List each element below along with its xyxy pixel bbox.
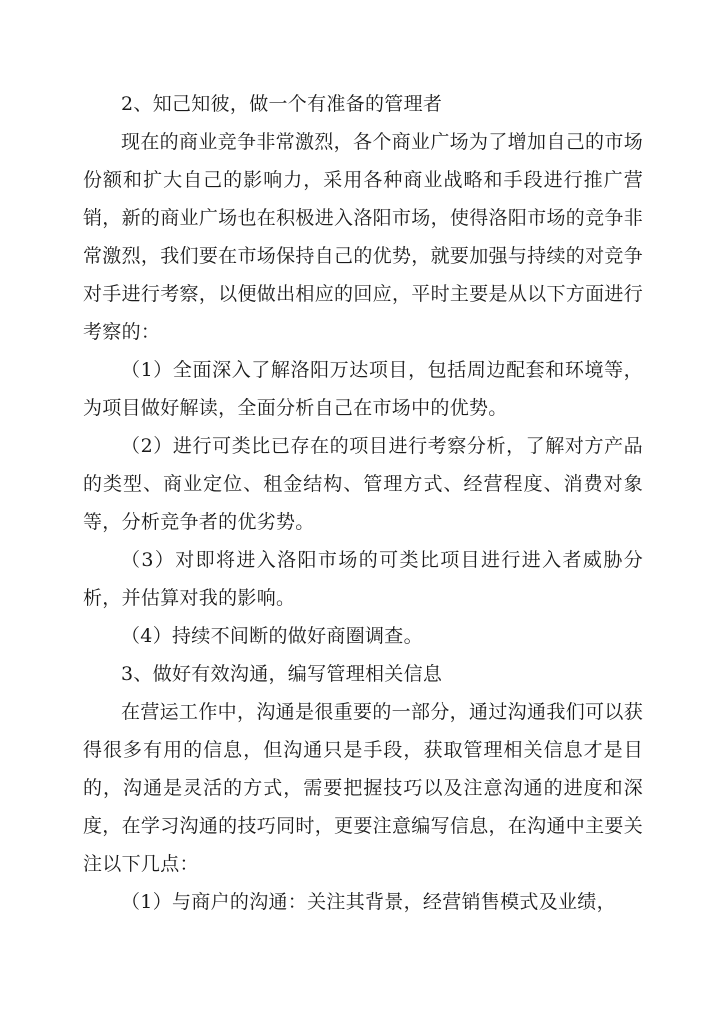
- list-item: （1）与商户的沟通：关注其背景，经营销售模式及业绩，: [121, 891, 616, 913]
- list-item: （3）对即将进入洛阳市场的可类比项目进行进入者威胁分析，并估算对我的影响。: [83, 549, 643, 609]
- body-paragraph: 在营运工作中，沟通是很重要的一部分，通过沟通我们可以获得很多有用的信息，但沟通只是手段，获取管理相关信息才是目的，沟通是灵活的方式，需要把握技巧以及注意沟通的进度和深度，在学习沟通的技巧同时，更要注意编写信息，在沟通中主要关注以下几点：: [83, 701, 643, 875]
- document-body: [83, 85, 643, 921]
- list-item: （2）进行可类比已存在的项目进行考察分析，了解对方产品的类型、商业定位、租金结构、管理方式、经营程度、消费对象等，分析竞争者的优劣势。: [83, 435, 643, 533]
- list-item: （1）全面深入了解洛阳万达项目，包括周边配套和环境等，为项目做好解读，全面分析自己在市场中的优势。: [83, 359, 643, 419]
- section-heading: 3、做好有效沟通，编写管理相关信息: [121, 663, 443, 685]
- list-item: （4）持续不间断的做好商圈调查。: [121, 625, 423, 647]
- section-heading: 2、知己知彼，做一个有准备的管理者: [121, 93, 443, 115]
- body-paragraph: 现在的商业竞争非常激烈，各个商业广场为了增加自己的市场份额和扩大自己的影响力，采用各种商业战略和手段进行推广营销，新的商业广场也在积极进入洛阳市场，使得洛阳市场的竞争非常激烈，我们要在市场保持自己的优势，就要加强与持续的对竞争对手进行考察，以便做出相应的回应，平时主要是从以下方面进行考察的：: [83, 131, 643, 343]
